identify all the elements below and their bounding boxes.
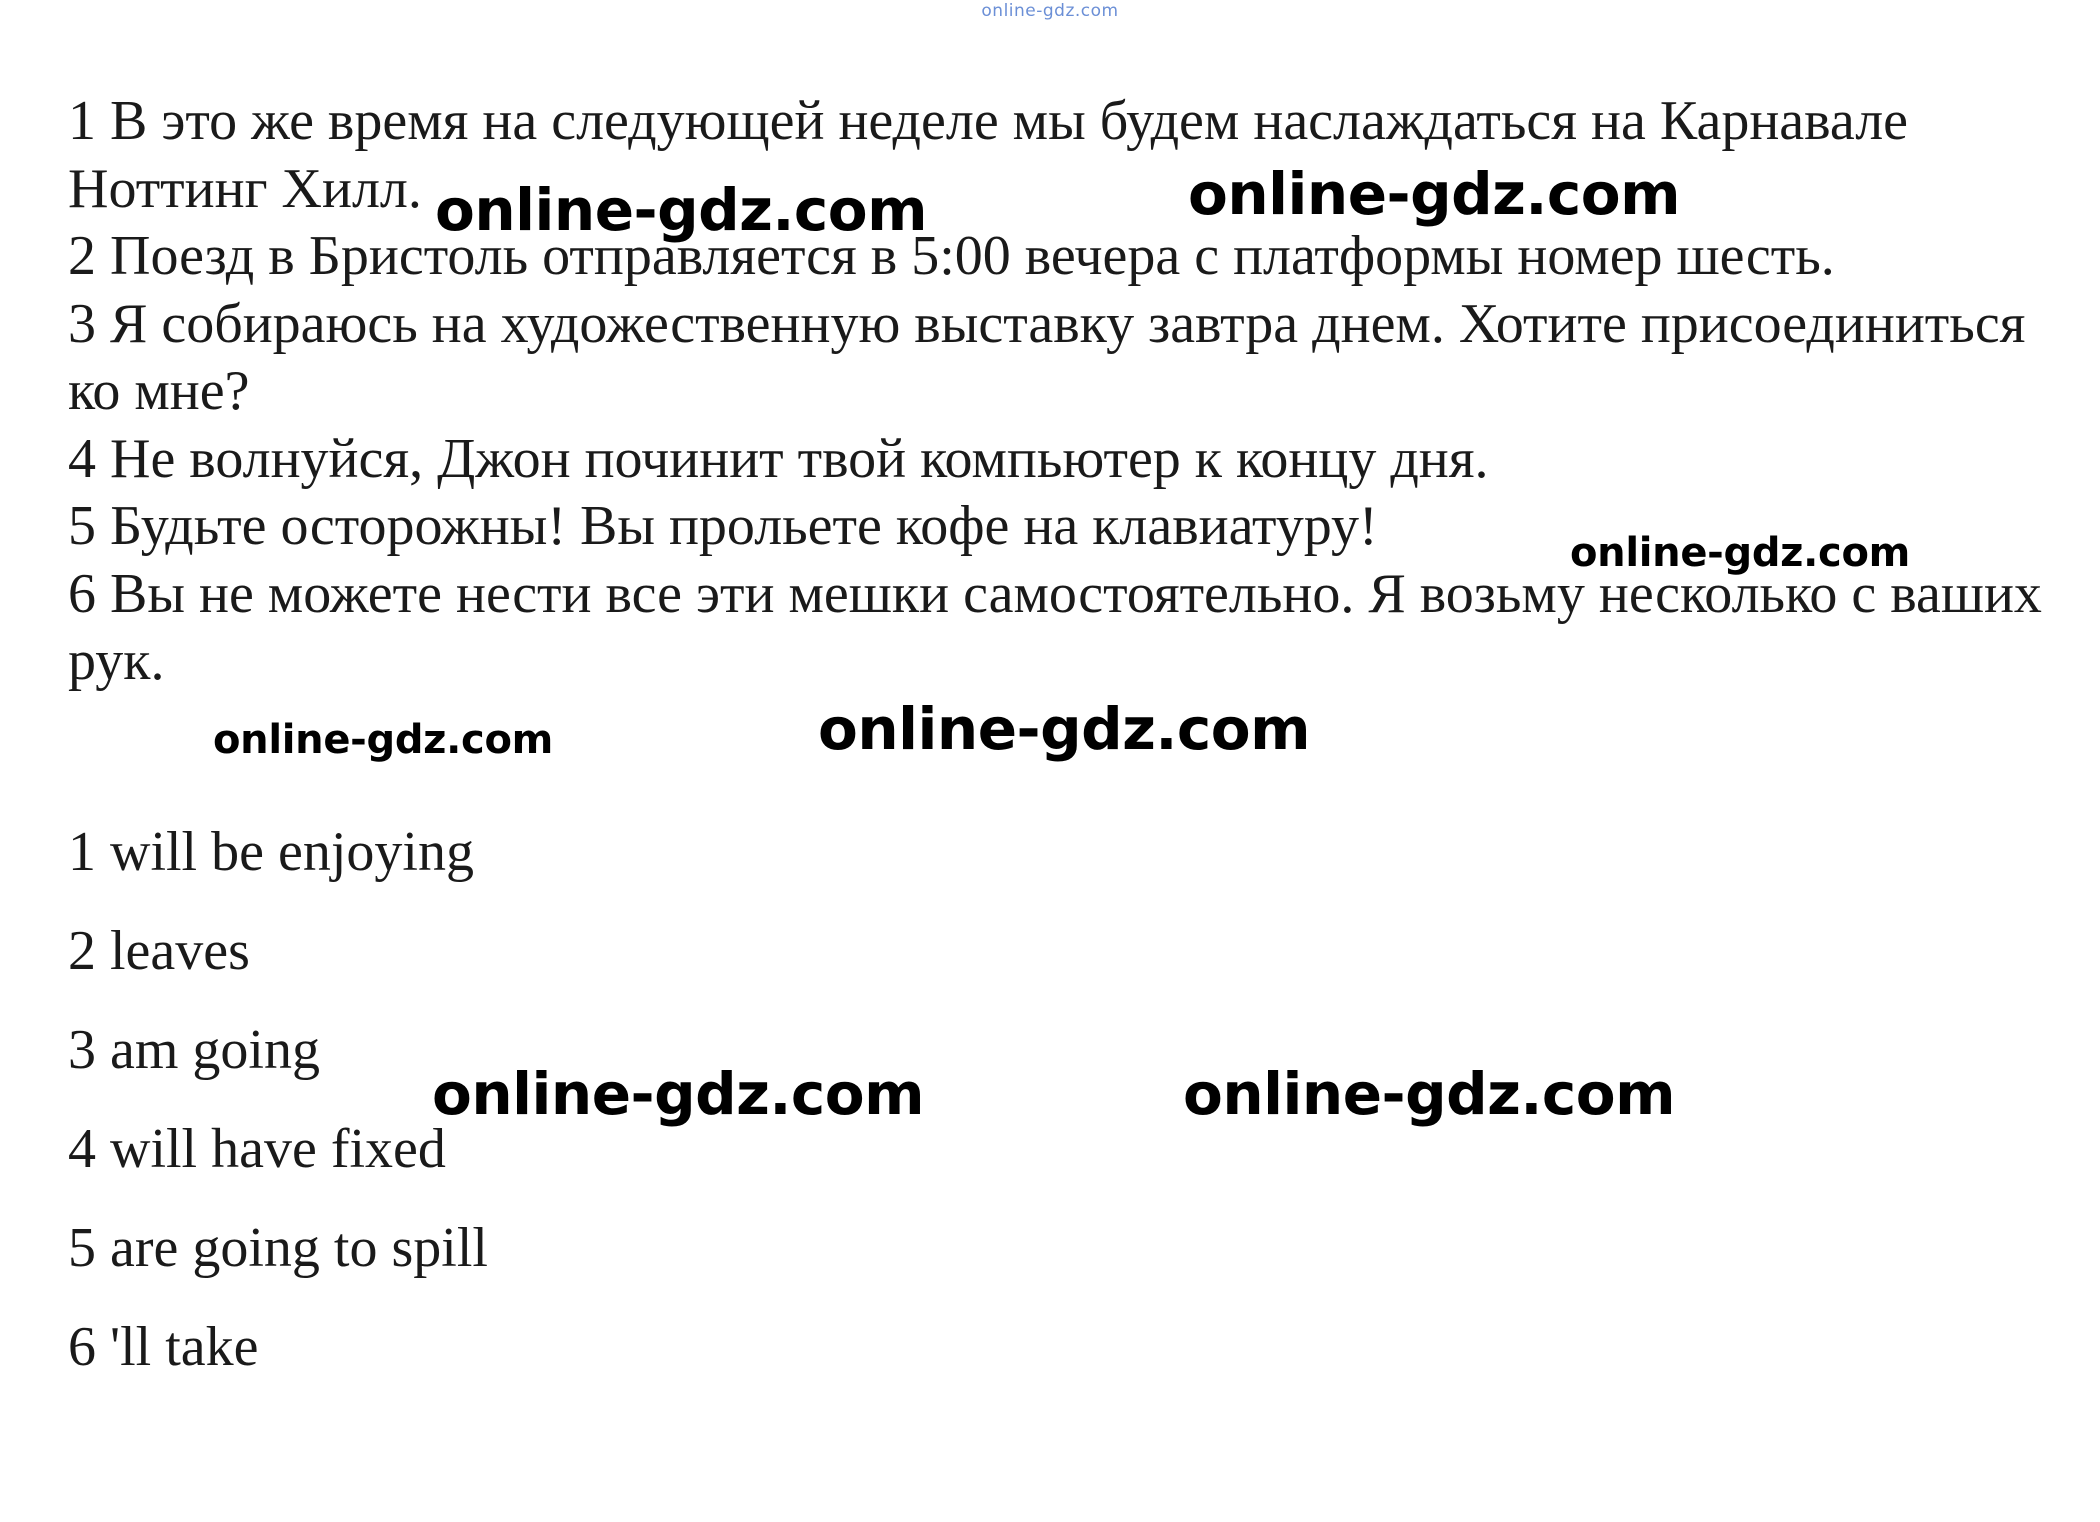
- translation-line: 3 Я собираюсь на художественную выставку завтра днем. Хотите присоединиться ко мне?: [68, 292, 2026, 422]
- translation-line: 4 Не волнуйся, Джон починит твой компьютер к концу дня.: [68, 427, 1489, 490]
- translation-line: 5 Будьте осторожны! Вы прольете кофе на клавиатуру!: [68, 495, 1378, 557]
- translation-line: 6 Вы не можете нести все эти мешки самостоятельно. Я возьму несколько с ваших рук.: [68, 562, 2042, 692]
- answer-item: 4 will have fixed: [68, 1118, 446, 1180]
- translation-line: 1 В это же время на следующей неделе мы будем наслаждаться на Карнавале Ноттинг Хилл.: [68, 90, 1909, 220]
- watermark: online-gdz.com: [1570, 530, 1910, 576]
- answer-item: 1 will be enjoying: [68, 821, 474, 883]
- watermark: online-gdz.com: [818, 695, 1311, 763]
- answer-item: 2 leaves: [68, 920, 250, 982]
- watermark: online-gdz.com: [1188, 160, 1681, 228]
- watermark: online-gdz.com: [432, 1060, 925, 1128]
- watermark: online-gdz.com: [1183, 1060, 1676, 1128]
- answer-item: 6 'll take: [68, 1316, 259, 1378]
- answer-item: 3 am going: [68, 1019, 320, 1081]
- answer-item: 5 are going to spill: [68, 1217, 488, 1279]
- watermark: online-gdz.com: [435, 176, 928, 244]
- watermark: online-gdz.com: [213, 717, 553, 763]
- header-watermark: online-gdz.com: [981, 1, 1119, 21]
- answers-list: [68, 820, 488, 1414]
- translation-line: 2 Поезд в Бристоль отправляется в 5:00 вечера с платформы номер шесть.: [68, 225, 1835, 287]
- translation-block: [68, 88, 2058, 696]
